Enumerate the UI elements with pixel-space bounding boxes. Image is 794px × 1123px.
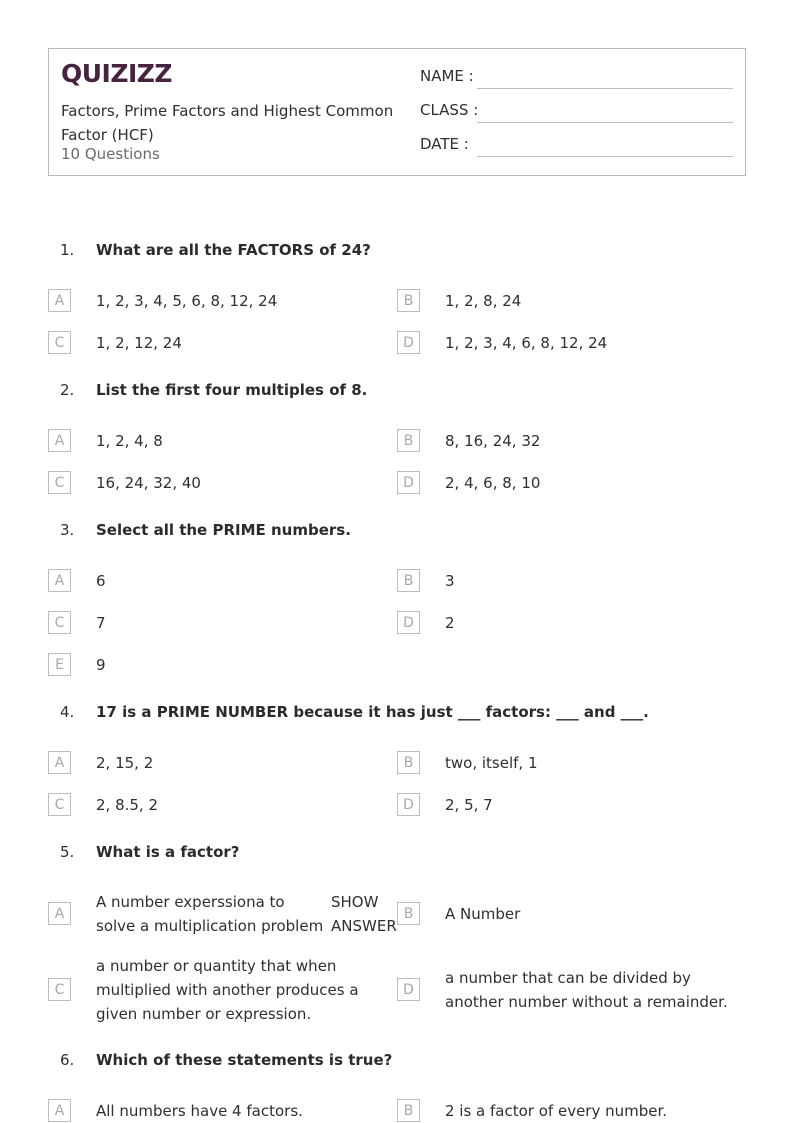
option-text: 3 xyxy=(445,572,455,590)
option-box[interactable]: B xyxy=(397,429,420,452)
question-number: 5. xyxy=(60,843,75,861)
option-text: a number that can be divided by another number without a remainder. xyxy=(445,969,728,1011)
option-text: 8, 16, 24, 32 xyxy=(445,432,541,450)
option-text: 2, 4, 6, 8, 10 xyxy=(445,474,541,492)
option-box[interactable]: A xyxy=(48,902,71,925)
option-box[interactable]: B xyxy=(397,289,420,312)
option-box[interactable]: D xyxy=(397,978,420,1001)
question-text: Select all the PRIME numbers. xyxy=(96,521,351,539)
question-text: List the first four multiples of 8. xyxy=(96,381,368,399)
option-text: 1, 2, 8, 24 xyxy=(445,292,522,310)
option-text: 6 xyxy=(96,572,106,590)
option-box[interactable]: C xyxy=(48,611,71,634)
question-count: 10 Questions xyxy=(61,145,160,163)
question-text: 17 is a PRIME NUMBER because it has just ___ factors: ___ and ___. xyxy=(96,703,649,721)
option-box[interactable]: D xyxy=(397,471,420,494)
option-box[interactable]: D xyxy=(397,331,420,354)
option-box[interactable]: D xyxy=(397,611,420,634)
option-text: All numbers have 4 factors. xyxy=(96,1102,303,1120)
question-text: Which of these statements is true? xyxy=(96,1051,393,1069)
option-text: 2, 5, 7 xyxy=(445,796,493,814)
class-label: CLASS : xyxy=(420,101,479,119)
option-text: 9 xyxy=(96,656,106,674)
option-text: 1, 2, 3, 4, 5, 6, 8, 12, 24 xyxy=(96,292,278,310)
option-box[interactable]: A xyxy=(48,289,71,312)
question-text: What is a factor? xyxy=(96,843,240,861)
option-text: 1, 2, 3, 4, 6, 8, 12, 24 xyxy=(445,334,608,352)
worksheet-title: Factors, Prime Factors and Highest Common Factor (HCF) xyxy=(61,102,394,144)
option-box[interactable]: D xyxy=(397,793,420,816)
option-text: 2 is a factor of every number. xyxy=(445,1102,668,1120)
question-number: 3. xyxy=(60,521,75,539)
option-text: 1, 2, 12, 24 xyxy=(96,334,182,352)
show-answer-text: SHOW ANSWER xyxy=(331,893,397,935)
option-box[interactable]: A xyxy=(48,1099,71,1122)
option-box[interactable]: B xyxy=(397,1099,420,1122)
option-text: 1, 2, 4, 8 xyxy=(96,432,163,450)
option-box[interactable]: C xyxy=(48,978,71,1001)
option-box[interactable]: C xyxy=(48,471,71,494)
option-text: A number experssiona to solve a multiplication problem xyxy=(96,893,324,935)
option-box[interactable]: A xyxy=(48,751,71,774)
name-line[interactable] xyxy=(477,88,733,89)
option-text: 2 xyxy=(445,614,455,632)
question-number: 2. xyxy=(60,381,75,399)
option-text: a number or quantity that when multiplied with another produces a given number or expression. xyxy=(96,957,359,1023)
name-label: NAME : xyxy=(420,67,474,85)
option-text: 16, 24, 32, 40 xyxy=(96,474,201,492)
option-box[interactable]: A xyxy=(48,569,71,592)
option-text: 2, 15, 2 xyxy=(96,754,154,772)
option-box[interactable]: B xyxy=(397,751,420,774)
option-box[interactable]: B xyxy=(397,569,420,592)
question-number: 6. xyxy=(60,1051,75,1069)
worksheet-header xyxy=(48,48,746,176)
question-text: What are all the FACTORS of 24? xyxy=(96,241,371,259)
option-box[interactable]: C xyxy=(48,793,71,816)
quizizz-logo: QUIZIZZ xyxy=(61,59,173,88)
option-text: two, itself, 1 xyxy=(445,754,538,772)
date-label: DATE : xyxy=(420,135,469,153)
class-line[interactable] xyxy=(477,122,733,123)
option-box[interactable]: B xyxy=(397,902,420,925)
option-text: 7 xyxy=(96,614,106,632)
option-box[interactable]: E xyxy=(48,653,71,676)
option-box[interactable]: C xyxy=(48,331,71,354)
date-line[interactable] xyxy=(477,156,733,157)
option-box[interactable]: A xyxy=(48,429,71,452)
option-text: A Number xyxy=(445,905,521,923)
question-number: 1. xyxy=(60,241,75,259)
question-number: 4. xyxy=(60,703,75,721)
option-text: 2, 8.5, 2 xyxy=(96,796,159,814)
